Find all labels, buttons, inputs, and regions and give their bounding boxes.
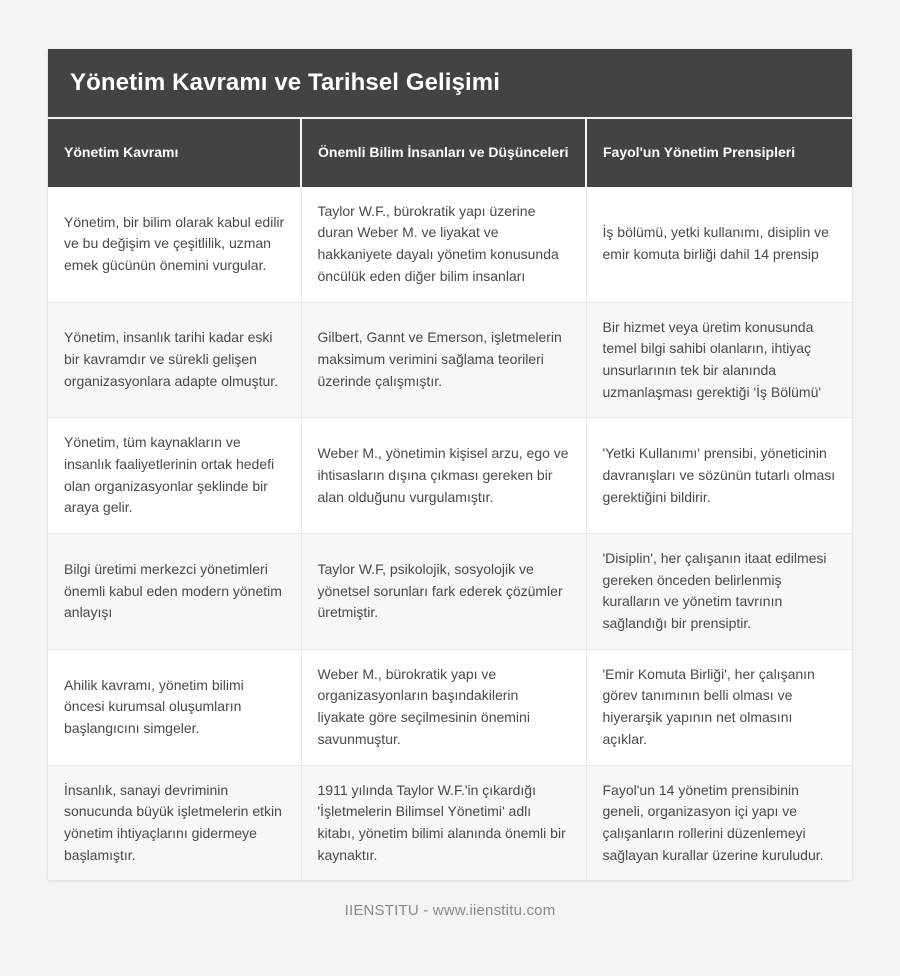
table-header	[48, 119, 852, 187]
management-concept-table	[48, 119, 852, 881]
table-cell-scientists: Taylor W.F, psikolojik, sosyolojik ve yönetsel sorunları fark ederek çözümler üretmiştir.	[301, 534, 586, 650]
table-cell-concept: Yönetim, tüm kaynakların ve insanlık faaliyetlerinin ortak hedefi olan organizasyonlar şeklinde bir araya gelir.	[48, 418, 301, 534]
table-cell-principles: Fayol'un 14 yönetim prensibinin geneli, organizasyon içi yapı ve çalışanların rollerini düzenlemeyi sağlayan kurallar üzerine kuruludur.	[586, 765, 852, 880]
table-row	[48, 302, 852, 418]
footer-attribution: IIENSTITU - www.iienstitu.com	[344, 902, 556, 919]
table-cell-scientists: Taylor W.F., bürokratik yapı üzerine duran Weber M. ve liyakat ve hakkaniyete dayalı yönetim konusunda öncülük eden diğer bilim insanları	[301, 187, 586, 302]
table-cell-principles: 'Emir Komuta Birliği', her çalışanın görev tanımının belli olması ve hiyerarşik yapının net olmasını açıklar.	[586, 649, 852, 765]
table-cell-scientists: Weber M., bürokratik yapı ve organizasyonların başındakilerin liyakate göre seçilmesinin önemini savunmuştur.	[301, 649, 586, 765]
column-header-onemli-bilim-insanlari: Önemli Bilim İnsanları ve Düşünceleri	[301, 119, 586, 187]
table-cell-principles: Bir hizmet veya üretim konusunda temel bilgi sahibi olanların, ihtiyaç unsurlarının tek bir alanında uzmanlaşması gerektiği 'İş Bölümü'	[586, 302, 852, 418]
table-cell-principles: 'Disiplin', her çalışanın itaat edilmesi gereken önceden belirlenmiş kuralların ve yönetim tavrının sağlandığı bir prensiptir.	[586, 534, 852, 650]
table-cell-principles: 'Yetki Kullanımı' prensibi, yöneticinin davranışları ve sözünün tutarlı olması gerektiğini bildirir.	[586, 418, 852, 534]
table-row	[48, 649, 852, 765]
table-row	[48, 418, 852, 534]
table-cell-concept: Bilgi üretimi merkezci yönetimleri önemli kabul eden modern yönetim anlayışı	[48, 534, 301, 650]
table-row	[48, 534, 852, 650]
info-table-card	[48, 49, 852, 880]
column-header-fayol-prensipleri: Fayol'un Yönetim Prensipleri	[586, 119, 852, 187]
table-row	[48, 765, 852, 880]
table-cell-concept: Yönetim, bir bilim olarak kabul edilir ve bu değişim ve çeşitlilik, uzman emek gücünün önemini vurgular.	[48, 187, 301, 302]
table-cell-scientists: 1911 yılında Taylor W.F.'in çıkardığı 'İşletmelerin Bilimsel Yönetimi' adlı kitabı, yönetim bilimi alanında önemli bir kaynaktır.	[301, 765, 586, 880]
table-body	[48, 187, 852, 881]
table-cell-scientists: Gilbert, Gannt ve Emerson, işletmelerin maksimum verimini sağlama teorileri üzerinde çalışmıştır.	[301, 302, 586, 418]
table-cell-scientists: Weber M., yönetimin kişisel arzu, ego ve ihtisasların dışına çıkması gereken bir alan olduğunu vurgulamıştır.	[301, 418, 586, 534]
column-header-yonetim-kavrami: Yönetim Kavramı	[48, 119, 301, 187]
table-header-row	[48, 119, 852, 187]
table-cell-concept: Yönetim, insanlık tarihi kadar eski bir kavramdır ve sürekli gelişen organizasyonlara adapte olmuştur.	[48, 302, 301, 418]
table-row	[48, 187, 852, 302]
table-title: Yönetim Kavramı ve Tarihsel Gelişimi	[48, 49, 852, 119]
table-cell-concept: Ahilik kavramı, yönetim bilimi öncesi kurumsal oluşumların başlangıcını simgeler.	[48, 649, 301, 765]
table-cell-concept: İnsanlık, sanayi devriminin sonucunda büyük işletmelerin etkin yönetim ihtiyaçlarını gidermeye başlamıştır.	[48, 765, 301, 880]
table-cell-principles: İş bölümü, yetki kullanımı, disiplin ve emir komuta birliği dahil 14 prensip	[586, 187, 852, 302]
